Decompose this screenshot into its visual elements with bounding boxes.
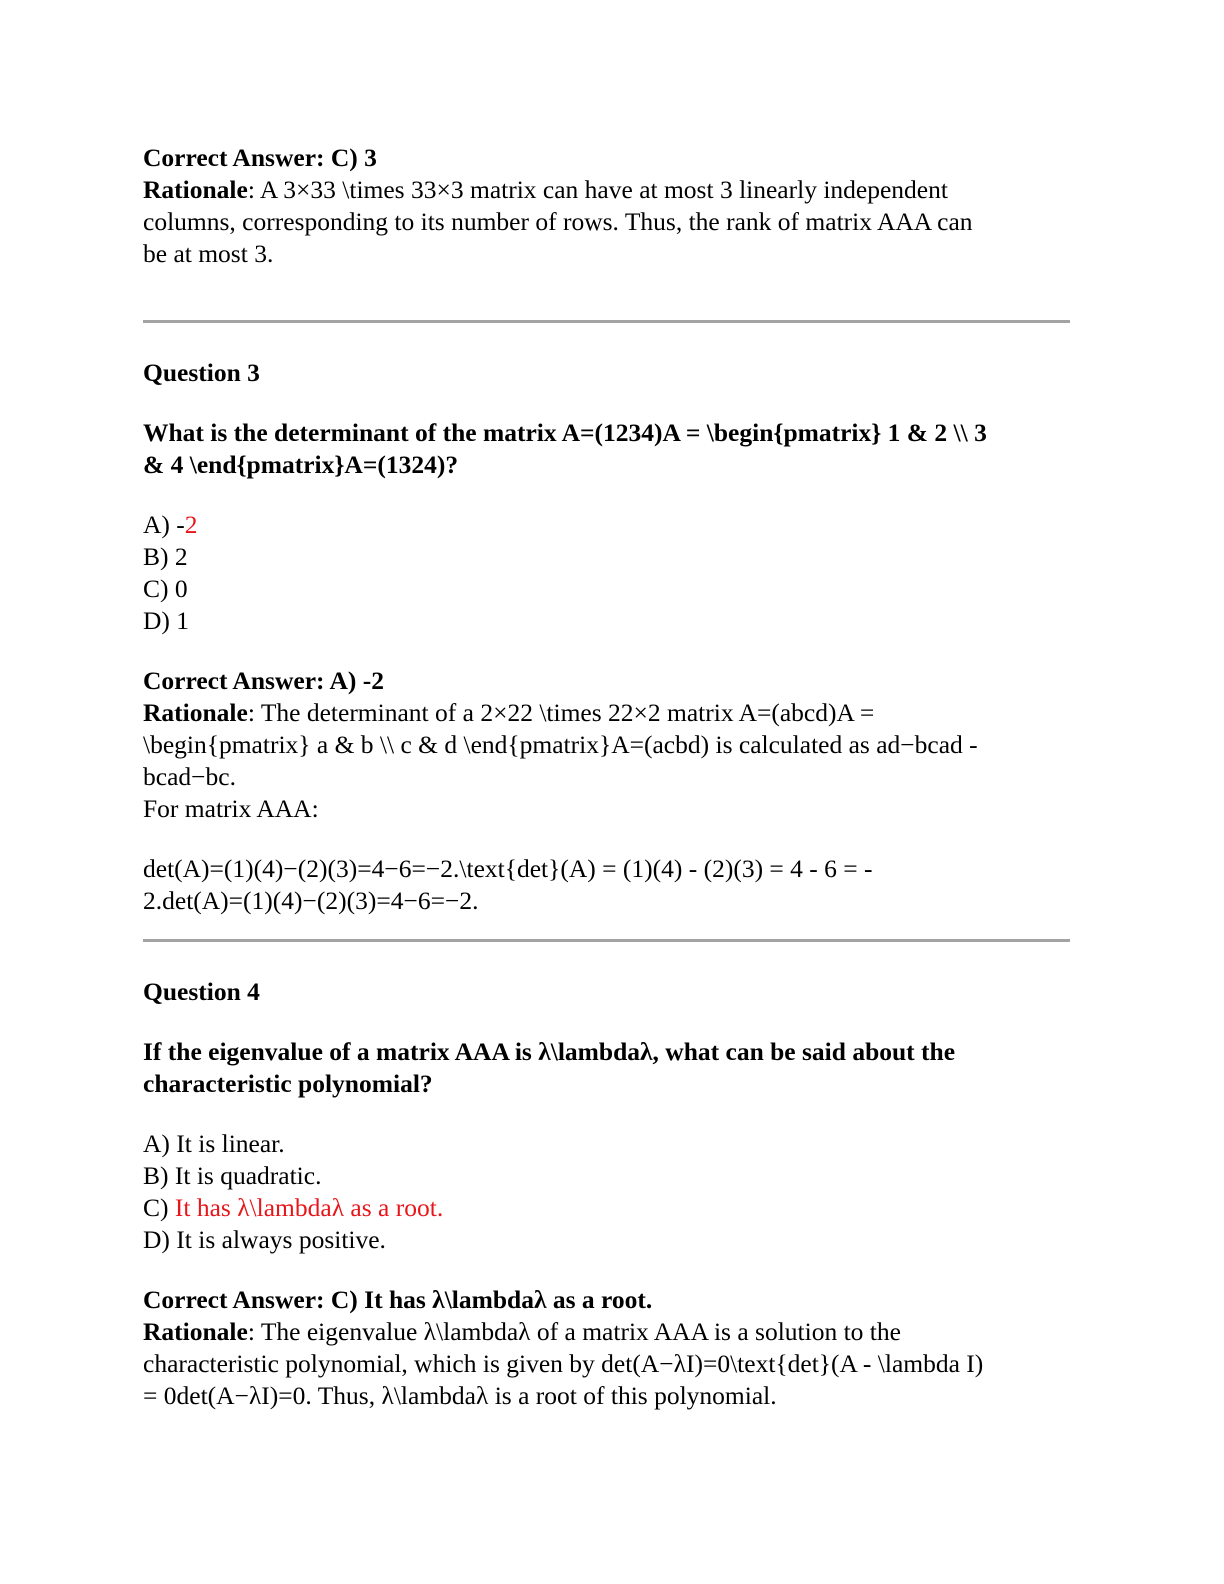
question-4-options — [143, 1128, 1073, 1256]
q2-rationale-label: Rationale — [143, 175, 248, 204]
option-c: C) 0 — [143, 574, 188, 603]
question-3-rationale-line-2: \begin{pmatrix} a & b \\ c & d \end{pmatrix}A=(acbd) is calculated as ad−bcad - — [143, 730, 978, 759]
question-3-rationale-line-4: For matrix AAA: — [143, 794, 319, 823]
q2-correct-answer: Correct Answer: C) 3 — [143, 143, 377, 172]
divider — [143, 320, 1070, 323]
q2-rationale-line-3: be at most 3. — [143, 239, 274, 268]
question-3-rationale-line-1: Rationale: The determinant of a 2×22 \times 22×2 matrix A=(abcd)A = — [143, 698, 875, 727]
document-page — [143, 142, 1073, 1412]
question-3-block — [143, 357, 1073, 917]
option-a: A) It is linear. — [143, 1129, 285, 1158]
question-4-text-line-2: characteristic polynomial? — [143, 1069, 433, 1098]
highlighted-answer: It has λ\lambdaλ as a root. — [174, 1193, 444, 1222]
question-3-heading: Question 3 — [143, 358, 260, 387]
question-3-calc-line-2: 2.det(A)=(1)(4)−(2)(3)=4−6=−2. — [143, 886, 479, 915]
q2-answer-block — [143, 142, 1073, 270]
question-4-rationale-line-1: Rationale: The eigenvalue λ\lambdaλ of a matrix AAA is a solution to the — [143, 1317, 901, 1346]
question-4-heading: Question 4 — [143, 977, 260, 1006]
question-4-text-line-1: If the eigenvalue of a matrix AAA is λ\lambdaλ, what can be said about the — [143, 1037, 956, 1066]
highlighted-answer: 2 — [184, 510, 198, 539]
divider — [143, 939, 1070, 942]
question-4-block — [143, 976, 1073, 1412]
question-3-rationale-line-3: bcad−bc. — [143, 762, 236, 791]
question-4-rationale-line-2: characteristic polynomial, which is given by det(A−λI)=0\text{det}(A - \lambda I) — [143, 1349, 984, 1378]
question-4-rationale-line-3: = 0det(A−λI)=0. Thus, λ\lambdaλ is a root of this polynomial. — [143, 1381, 777, 1410]
question-3-calc-line-1: det(A)=(1)(4)−(2)(3)=4−6=−2.\text{det}(A) = (1)(4) - (2)(3) = 4 - 6 = - — [143, 854, 873, 883]
rationale-label: Rationale — [143, 1317, 248, 1346]
option-b: B) It is quadratic. — [143, 1161, 322, 1190]
question-4-correct-answer: Correct Answer: C) It has λ\lambdaλ as a root. — [143, 1285, 653, 1314]
option-d: D) It is always positive. — [143, 1225, 386, 1254]
option-a: A) -2 — [143, 510, 198, 539]
question-3-text-line-2: & 4 \end{pmatrix}A=(1324)? — [143, 450, 459, 479]
q2-rationale-line-2: columns, corresponding to its number of rows. Thus, the rank of matrix AAA can — [143, 207, 973, 236]
option-b: B) 2 — [143, 542, 188, 571]
question-3-correct-answer: Correct Answer: A) -2 — [143, 666, 384, 695]
option-c: C) It has λ\lambdaλ as a root. — [143, 1193, 444, 1222]
q2-rationale-line-1: Rationale: A 3×33 \times 33×3 matrix can have at most 3 linearly independent — [143, 175, 948, 204]
option-d: D) 1 — [143, 606, 190, 635]
rationale-label: Rationale — [143, 698, 248, 727]
question-3-text-line-1: What is the determinant of the matrix A=(1234)A = \begin{pmatrix} 1 & 2 \\ 3 — [143, 418, 987, 447]
question-3-options — [143, 509, 1073, 637]
